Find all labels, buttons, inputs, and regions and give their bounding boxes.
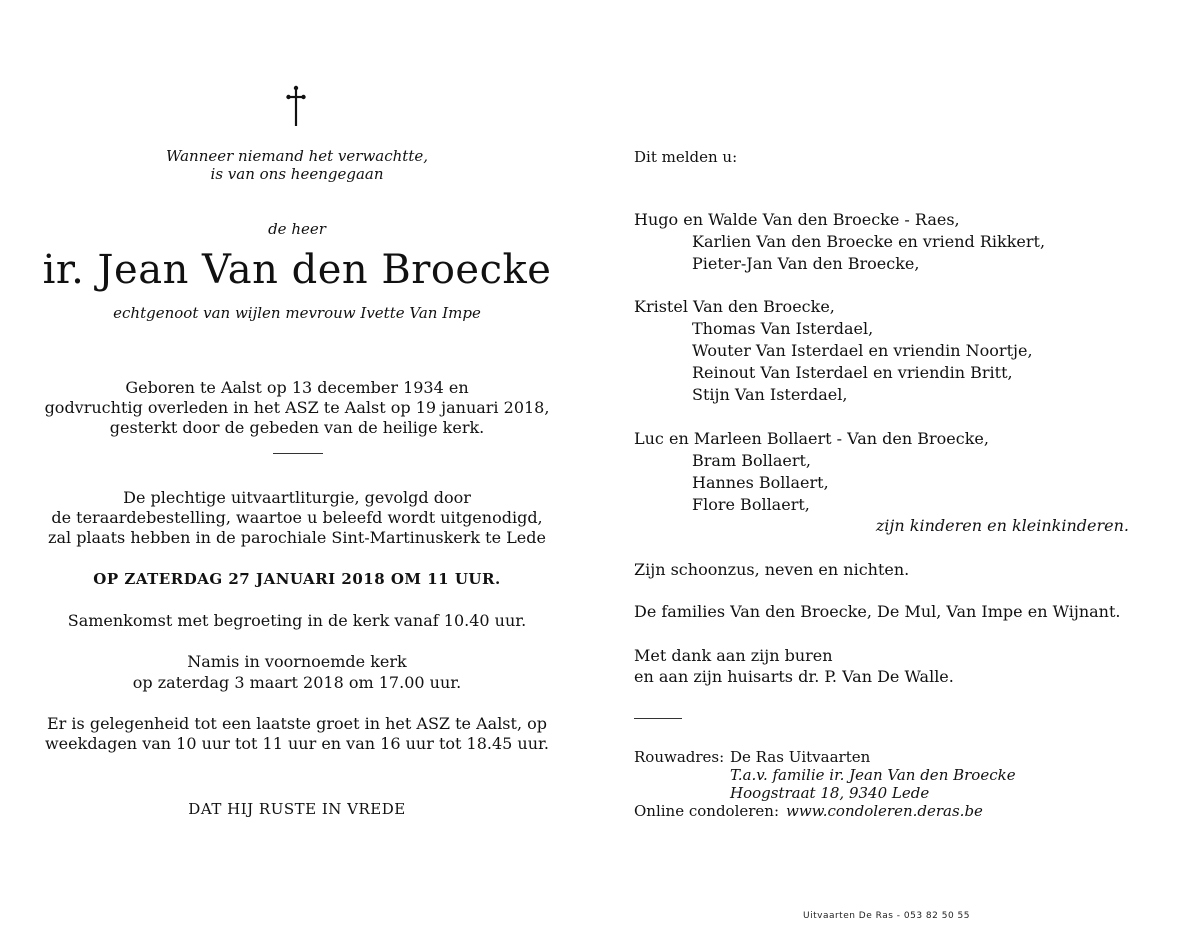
born-line-3: gesterkt door de gebeden van de heilige kerk. bbox=[109, 418, 485, 437]
thanks-line-1: Met dank aan zijn buren bbox=[634, 646, 833, 665]
namis-line-2: op zaterdag 3 maart 2018 om 17.00 uur. bbox=[132, 673, 462, 692]
families-line: De families Van den Broecke, De Mul, Van Impe en Wijnant. bbox=[634, 602, 1121, 621]
announce-line: Dit melden u: bbox=[634, 148, 738, 166]
address-label: Rouwadres: bbox=[634, 748, 725, 766]
born-line-2: godvruchtig overleden in het ASZ te Aalst op 19 januari 2018, bbox=[44, 398, 550, 417]
intro-line-2: is van ons heengegaan bbox=[210, 165, 384, 183]
online-label: Online condoleren: bbox=[634, 802, 780, 820]
family-3-head: Luc en Marleen Bollaert - Van den Broecke, bbox=[634, 429, 989, 448]
family-1-child-1: Karlien Van den Broecke en vriend Rikkert, bbox=[692, 232, 1046, 251]
thanks-line-2: en aan zijn huisarts dr. P. Van De Walle. bbox=[634, 667, 954, 686]
spouse-line: echtgenoot van wijlen mevrouw Ivette Van Impe bbox=[113, 304, 481, 322]
intro-line-1: Wanneer niemand het verwachtte, bbox=[165, 147, 428, 165]
divider bbox=[273, 453, 323, 454]
funeral-line-3: zal plaats hebben in de parochiale Sint-Martinuskerk te Lede bbox=[48, 528, 546, 547]
children-note: zijn kinderen en kleinkinderen. bbox=[875, 516, 1129, 535]
family-2-child-1: Thomas Van Isterdael, bbox=[692, 319, 874, 338]
namis-line-1: Namis in voornoemde kerk bbox=[187, 652, 407, 671]
address-line-2: T.a.v. familie ir. Jean Van den Broecke bbox=[730, 766, 1016, 784]
divider bbox=[634, 718, 682, 719]
meeting-line: Samenkomst met begroeting in de kerk vanaf 10.40 uur. bbox=[67, 611, 527, 630]
footer-credit: Uitvaarten De Ras - 053 82 50 55 bbox=[803, 911, 970, 921]
greet-line-1: Er is gelegenheid tot een laatste groet in het ASZ te Aalst, op bbox=[47, 714, 547, 733]
funeral-date: OP ZATERDAG 27 JANUARI 2018 OM 11 UUR. bbox=[93, 570, 501, 588]
family-2-child-3: Reinout Van Isterdael en vriendin Britt, bbox=[692, 363, 1013, 382]
inlaws-line: Zijn schoonzus, neven en nichten. bbox=[634, 560, 910, 579]
greet-line-2: weekdagen van 10 uur tot 11 uur en van 16 uur tot 18.45 uur. bbox=[44, 734, 549, 753]
address-line-3: Hoogstraat 18, 9340 Lede bbox=[730, 784, 930, 802]
family-1-head: Hugo en Walde Van den Broecke - Raes, bbox=[634, 210, 960, 229]
cross-icon bbox=[286, 85, 306, 131]
address-line-1: De Ras Uitvaarten bbox=[730, 748, 871, 766]
born-line-1: Geboren te Aalst op 13 december 1934 en bbox=[125, 378, 469, 397]
family-2-child-4: Stijn Van Isterdael, bbox=[692, 385, 848, 404]
online-url[interactable]: www.condoleren.deras.be bbox=[786, 802, 983, 820]
deceased-name: ir. Jean Van den Broecke bbox=[42, 247, 552, 293]
rest-in-peace: DAT HIJ RUSTE IN VREDE bbox=[188, 800, 406, 818]
family-3-child-2: Hannes Bollaert, bbox=[692, 473, 829, 492]
family-3-child-1: Bram Bollaert, bbox=[692, 451, 811, 470]
funeral-line-1: De plechtige uitvaartliturgie, gevolgd door bbox=[123, 488, 471, 507]
family-2-head: Kristel Van den Broecke, bbox=[634, 297, 835, 316]
family-1-child-2: Pieter-Jan Van den Broecke, bbox=[692, 254, 920, 273]
funeral-line-2: de teraardebestelling, waartoe u beleefd wordt uitgenodigd, bbox=[51, 508, 543, 527]
family-3-child-3: Flore Bollaert, bbox=[692, 495, 810, 514]
family-2-child-2: Wouter Van Isterdael en vriendin Noortje, bbox=[692, 341, 1033, 360]
salutation: de heer bbox=[268, 220, 326, 238]
